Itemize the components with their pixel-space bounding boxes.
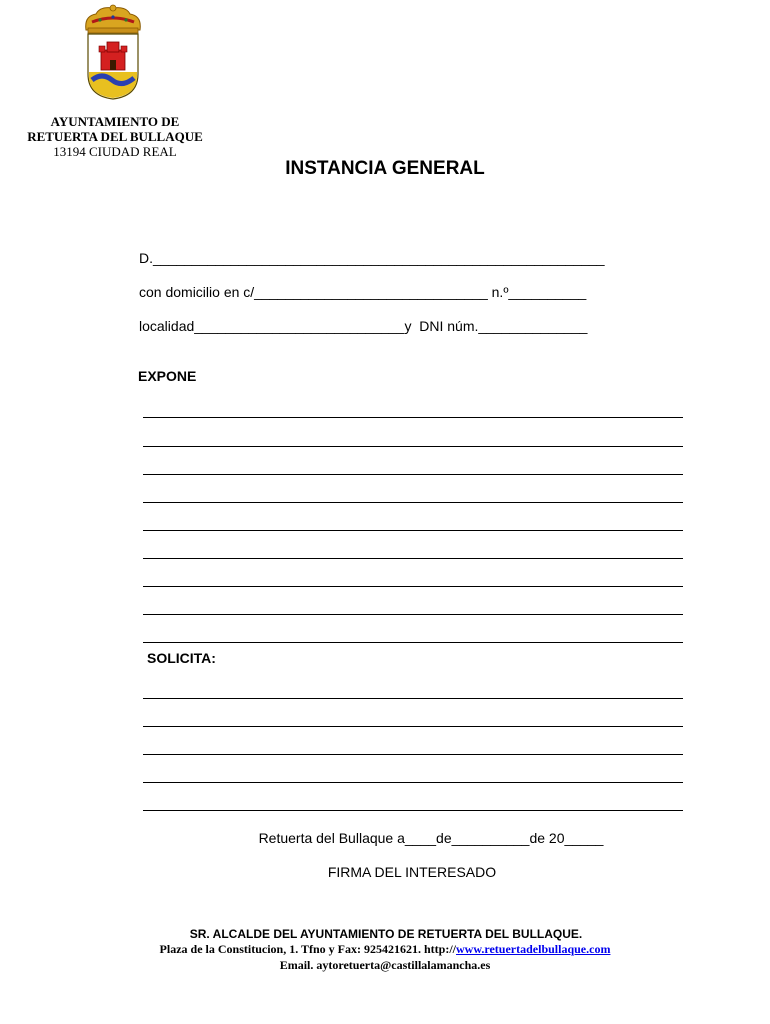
footer-email: Email. aytoretuerta@castillalamancha.es [279,958,491,972]
solicita-line[interactable] [143,810,683,811]
address-field-line[interactable]: con domicilio en c/______________________________ n.º__________ [139,284,587,300]
locality-dni-field-line[interactable]: localidad___________________________y DNI núm.______________ [139,318,588,334]
footer-recipient: SR. ALCALDE DEL AYUNTAMIENTO DE RETUERTA DEL BULLAQUE. [189,927,583,941]
expone-line[interactable] [143,474,683,475]
place-date-line[interactable]: Retuerta del Bullaque a____de__________de 20_____ [258,830,604,846]
org-name-line2: RETUERTA DEL BULLAQUE [27,129,203,144]
expone-line[interactable] [143,558,683,559]
solicita-line[interactable] [143,782,683,783]
solicita-heading: SOLICITA: [147,650,216,666]
expone-line[interactable] [143,614,683,615]
expone-line[interactable] [143,530,683,531]
signature-label: FIRMA DEL INTERESADO [327,864,497,880]
website-link[interactable]: www.retuertadelbullaque.com [456,942,611,956]
organization-header [20,114,210,159]
solicita-line[interactable] [143,754,683,755]
expone-line[interactable] [143,642,683,643]
expone-heading: EXPONE [138,368,197,384]
name-field-line[interactable]: D.__________________________________________________________ [139,250,605,266]
expone-line[interactable] [143,586,683,587]
solicita-line[interactable] [143,726,683,727]
expone-line[interactable] [143,446,683,447]
footer-address [0,942,770,957]
solicita-line[interactable] [143,698,683,699]
org-postal-line: 13194 CIUDAD REAL [53,144,177,159]
document-title: INSTANCIA GENERAL [285,158,485,179]
coat-of-arms-icon [80,4,146,100]
expone-line[interactable] [143,502,683,503]
org-name-line1: AYUNTAMIENTO DE [50,114,180,129]
footer-address-text: Plaza de la Constitucion, 1. Tfno y Fax: 925421621. http:// [159,942,457,956]
expone-line[interactable] [143,417,683,418]
